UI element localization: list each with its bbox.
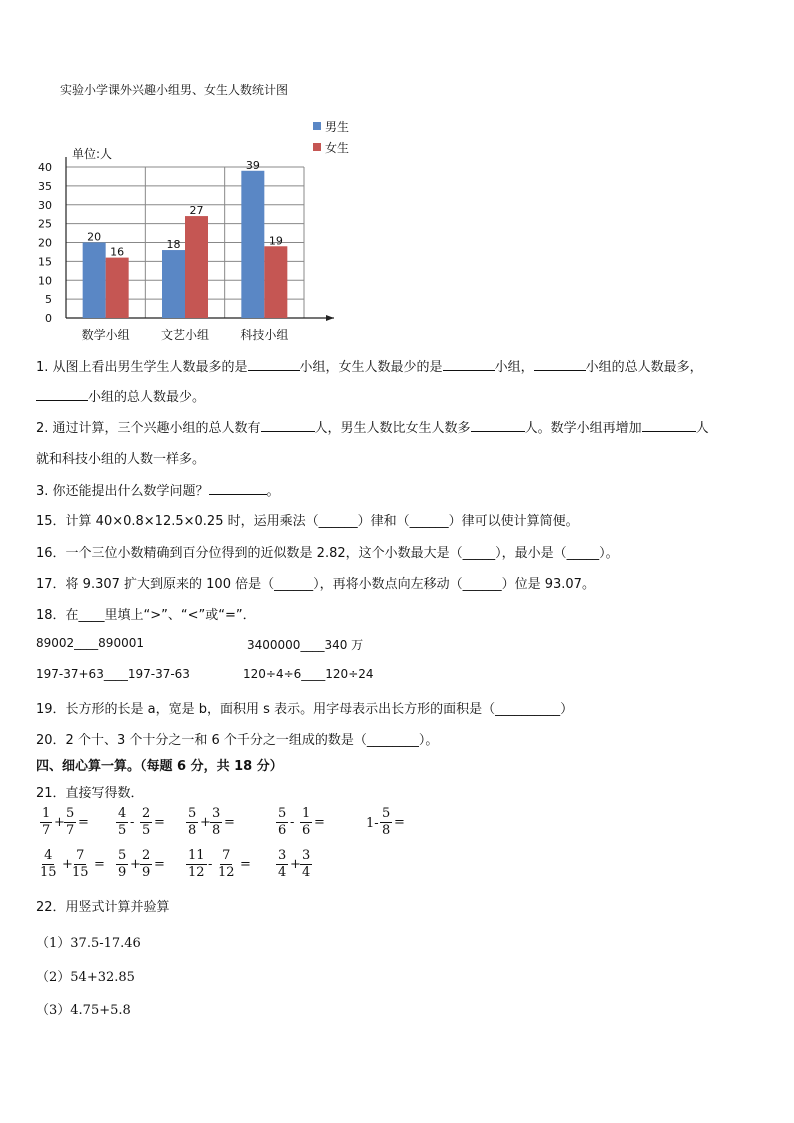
- question-21: 21．直接写得数．: [36, 786, 144, 801]
- denominator: 8: [382, 823, 391, 838]
- q1-part-e: 小组的总人数最少。: [88, 390, 206, 405]
- numerator: 1: [302, 806, 311, 821]
- question-16: 16．一个三位小数精确到百分位得到的近似数是 2.82，这个小数最大是（_____），最小是（_____）。: [36, 546, 619, 561]
- whole-number: 1-: [366, 816, 379, 831]
- fraction: [40, 848, 57, 881]
- denominator: 9: [118, 865, 127, 880]
- x-category-label: 数学小组: [81, 328, 130, 342]
- fraction: [300, 806, 312, 839]
- y-tick-label: 15: [38, 255, 52, 269]
- equals-sign: =: [240, 857, 251, 872]
- numerator: 4: [118, 806, 127, 821]
- question-2-line1: [36, 417, 709, 436]
- chart-title: 实验小学课外兴趣小组男、女生人数统计图: [60, 83, 289, 97]
- y-tick-label: 5: [45, 293, 52, 307]
- fraction: [40, 806, 52, 839]
- answer-blank[interactable]: [261, 418, 315, 432]
- q1-part-d: 小组的总人数最多，: [585, 360, 703, 375]
- q18-compare-2: 3400000____340 万: [247, 638, 364, 652]
- denominator: 8: [212, 823, 221, 838]
- question-15: 15．计算 40×0.8×12.5×0.25 时，运用乘法（______）律和（______）律可以使计算简便。: [36, 514, 579, 529]
- operator: -: [208, 857, 213, 872]
- bar-value-label: 16: [110, 245, 125, 259]
- q2-part-b: 人，男生人数比女生人数多: [314, 421, 471, 436]
- numerator: 5: [66, 806, 75, 821]
- numerator: 5: [188, 806, 197, 821]
- bar-female: [106, 258, 129, 318]
- operator: -: [290, 815, 295, 830]
- denominator: 7: [66, 823, 75, 838]
- y-tick-label: 20: [38, 236, 52, 250]
- y-tick-label: 0: [45, 312, 52, 325]
- legend-swatch: [313, 122, 321, 130]
- bar-value-label: 20: [87, 230, 102, 244]
- legend-label: 女生: [325, 141, 350, 155]
- q22-item-1: （1）37.5-17.46: [36, 936, 141, 951]
- q3-text: 3. 你还能提出什么数学问题？: [36, 484, 209, 499]
- q18-compare-1: 89002____890001: [36, 636, 144, 650]
- answer-blank[interactable]: [248, 357, 300, 371]
- legend-swatch: [313, 143, 321, 151]
- q18-compare-3: 197-37+63____197-37-63: [36, 667, 190, 681]
- answer-blank[interactable]: [36, 387, 88, 401]
- y-axis-label: 单位:人: [72, 147, 113, 161]
- fraction: [72, 848, 89, 881]
- equals-sign: =: [78, 815, 89, 830]
- section-4-heading: 四、细心算一算。（每题 6 分，共 18 分）: [36, 759, 283, 774]
- denominator: 4: [302, 865, 311, 880]
- equals-sign: =: [394, 815, 405, 830]
- question-20: 20．2 个十、3 个十分之一和 6 个千分之一组成的数是（________）。: [36, 733, 439, 748]
- q1-part-a: 1. 从图上看出男生学生人数最多的是: [36, 360, 248, 375]
- bar-value-label: 18: [166, 238, 181, 252]
- equals-sign: =: [154, 815, 165, 830]
- answer-blank[interactable]: [642, 418, 696, 432]
- fraction: [210, 806, 222, 839]
- fraction: [218, 848, 235, 881]
- q18-compare-4: 120÷4÷6____120÷24: [243, 667, 374, 681]
- question-1-line2: [36, 386, 205, 405]
- operator: +: [200, 815, 211, 830]
- answer-blank[interactable]: [209, 481, 267, 495]
- q22-item-2: （2）54+32.85: [36, 970, 135, 985]
- bar-male: [162, 250, 185, 318]
- denominator: 8: [188, 823, 197, 838]
- answer-blank[interactable]: [471, 418, 525, 432]
- operator: +: [62, 857, 73, 872]
- question-22: 22．用竖式计算并验算: [36, 900, 170, 915]
- fraction: [140, 806, 152, 839]
- y-tick-label: 35: [38, 179, 52, 193]
- y-tick-label: 30: [38, 198, 52, 212]
- bar-male: [83, 243, 106, 319]
- q2-part-a: 2. 通过计算，三个兴趣小组的总人数有: [36, 421, 261, 436]
- equals-sign: =: [224, 815, 235, 830]
- denominator: 15: [40, 865, 57, 880]
- numerator: 5: [278, 806, 287, 821]
- y-tick-label: 10: [38, 274, 52, 288]
- question-1-line1: [36, 356, 703, 375]
- question-19: 19．长方形的长是 a，宽是 b，面积用 s 表示。用字母表示出长方形的面积是（__________）: [36, 702, 574, 717]
- operator: +: [130, 857, 141, 872]
- denominator: 9: [142, 865, 151, 880]
- x-category-label: 科技小组: [240, 328, 289, 342]
- numerator: 4: [44, 848, 53, 863]
- numerator: 3: [278, 848, 287, 863]
- denominator: 5: [142, 823, 151, 838]
- denominator: 6: [278, 823, 287, 838]
- equals-sign: =: [314, 815, 325, 830]
- x-category-label: 文艺小组: [160, 328, 210, 342]
- equals-sign: =: [94, 857, 105, 872]
- numerator: 7: [222, 848, 231, 863]
- bar-female: [264, 246, 287, 318]
- q2-part-c: 人。数学小组再增加: [524, 421, 642, 436]
- numerator: 7: [76, 848, 85, 863]
- numerator: 2: [142, 806, 151, 821]
- fraction: [300, 848, 312, 881]
- denominator: 12: [188, 865, 205, 880]
- fraction: [276, 848, 288, 881]
- q22-item-3: （3）4.75+5.8: [36, 1003, 131, 1018]
- fraction: [64, 806, 76, 839]
- bar-male: [241, 171, 264, 318]
- denominator: 5: [118, 823, 127, 838]
- fraction: [380, 806, 392, 839]
- operator: -: [130, 815, 135, 830]
- numerator: 11: [188, 848, 205, 863]
- bar-chart: [0, 0, 794, 360]
- denominator: 4: [278, 865, 287, 880]
- denominator: 15: [72, 865, 89, 880]
- numerator: 5: [382, 806, 391, 821]
- fraction: [116, 848, 128, 881]
- fraction: [186, 848, 207, 881]
- legend-label: 男生: [325, 120, 350, 134]
- answer-blank[interactable]: [534, 357, 586, 371]
- denominator: 12: [218, 865, 235, 880]
- fraction: [116, 806, 128, 839]
- fraction: [140, 848, 152, 881]
- operator: +: [54, 815, 65, 830]
- q1-part-c: 小组，: [494, 360, 534, 375]
- numerator: 3: [302, 848, 311, 863]
- q3-end: 。: [266, 484, 280, 499]
- denominator: 7: [42, 823, 51, 838]
- answer-blank[interactable]: [443, 357, 495, 371]
- fraction: [276, 806, 288, 839]
- question-17: 17．将 9.307 扩大到原来的 100 倍是（______），再将小数点向左移动（______）位是 93.07。: [36, 577, 595, 592]
- question-3: [36, 480, 280, 499]
- q1-part-b: 小组，女生人数最少的是: [299, 360, 443, 375]
- fraction: [186, 806, 198, 839]
- bar-value-label: 19: [268, 234, 283, 248]
- numerator: 1: [42, 806, 51, 821]
- question-18: 18．在____里填上“>”、“<”或“=”．: [36, 608, 256, 623]
- denominator: 6: [302, 823, 311, 838]
- q2-part-d: 人: [695, 421, 709, 436]
- bar-value-label: 27: [189, 204, 204, 218]
- y-tick-label: 40: [38, 161, 52, 174]
- numerator: 2: [142, 848, 151, 863]
- bar-female: [185, 216, 208, 318]
- y-tick-label: 25: [38, 217, 52, 231]
- numerator: 5: [118, 848, 127, 863]
- equals-sign: =: [154, 857, 165, 872]
- bar-value-label: 39: [245, 158, 260, 172]
- numerator: 3: [212, 806, 221, 821]
- question-2-line2: 就和科技小组的人数一样多。: [36, 452, 206, 467]
- x-axis-arrow: [326, 315, 334, 321]
- operator: +: [290, 857, 301, 872]
